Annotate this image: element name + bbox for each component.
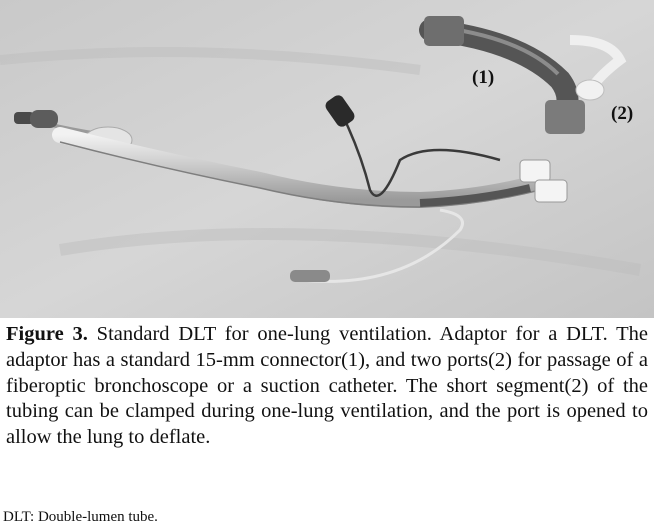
callout-connector: (1)	[472, 67, 495, 88]
adaptor-port	[545, 100, 585, 134]
figure-label: Figure 3.	[6, 323, 88, 345]
callout-ports: (2)	[611, 103, 634, 124]
figure-caption	[6, 322, 648, 451]
catheter-tip	[290, 270, 330, 282]
tube-connector-2	[535, 180, 567, 202]
tube-connector-1	[520, 160, 550, 182]
adaptor-clear-port	[576, 80, 604, 100]
pilot-balloon	[30, 110, 58, 128]
caption-text: Standard DLT for one-lung ventilation. Adaptor for a DLT. The adaptor has a standard 15-mm connector(1), and two ports(2) for passage of a fiberoptic bronchoscope or a suction catheter. The short segment(2) of the tubing can be clamped during one-lung ventilation, and the port is opened to allow the lung to deflate.	[6, 323, 648, 449]
adaptor-connector-15mm	[424, 16, 464, 46]
abbreviation-note: DLT: Double-lumen tube.	[3, 509, 158, 525]
